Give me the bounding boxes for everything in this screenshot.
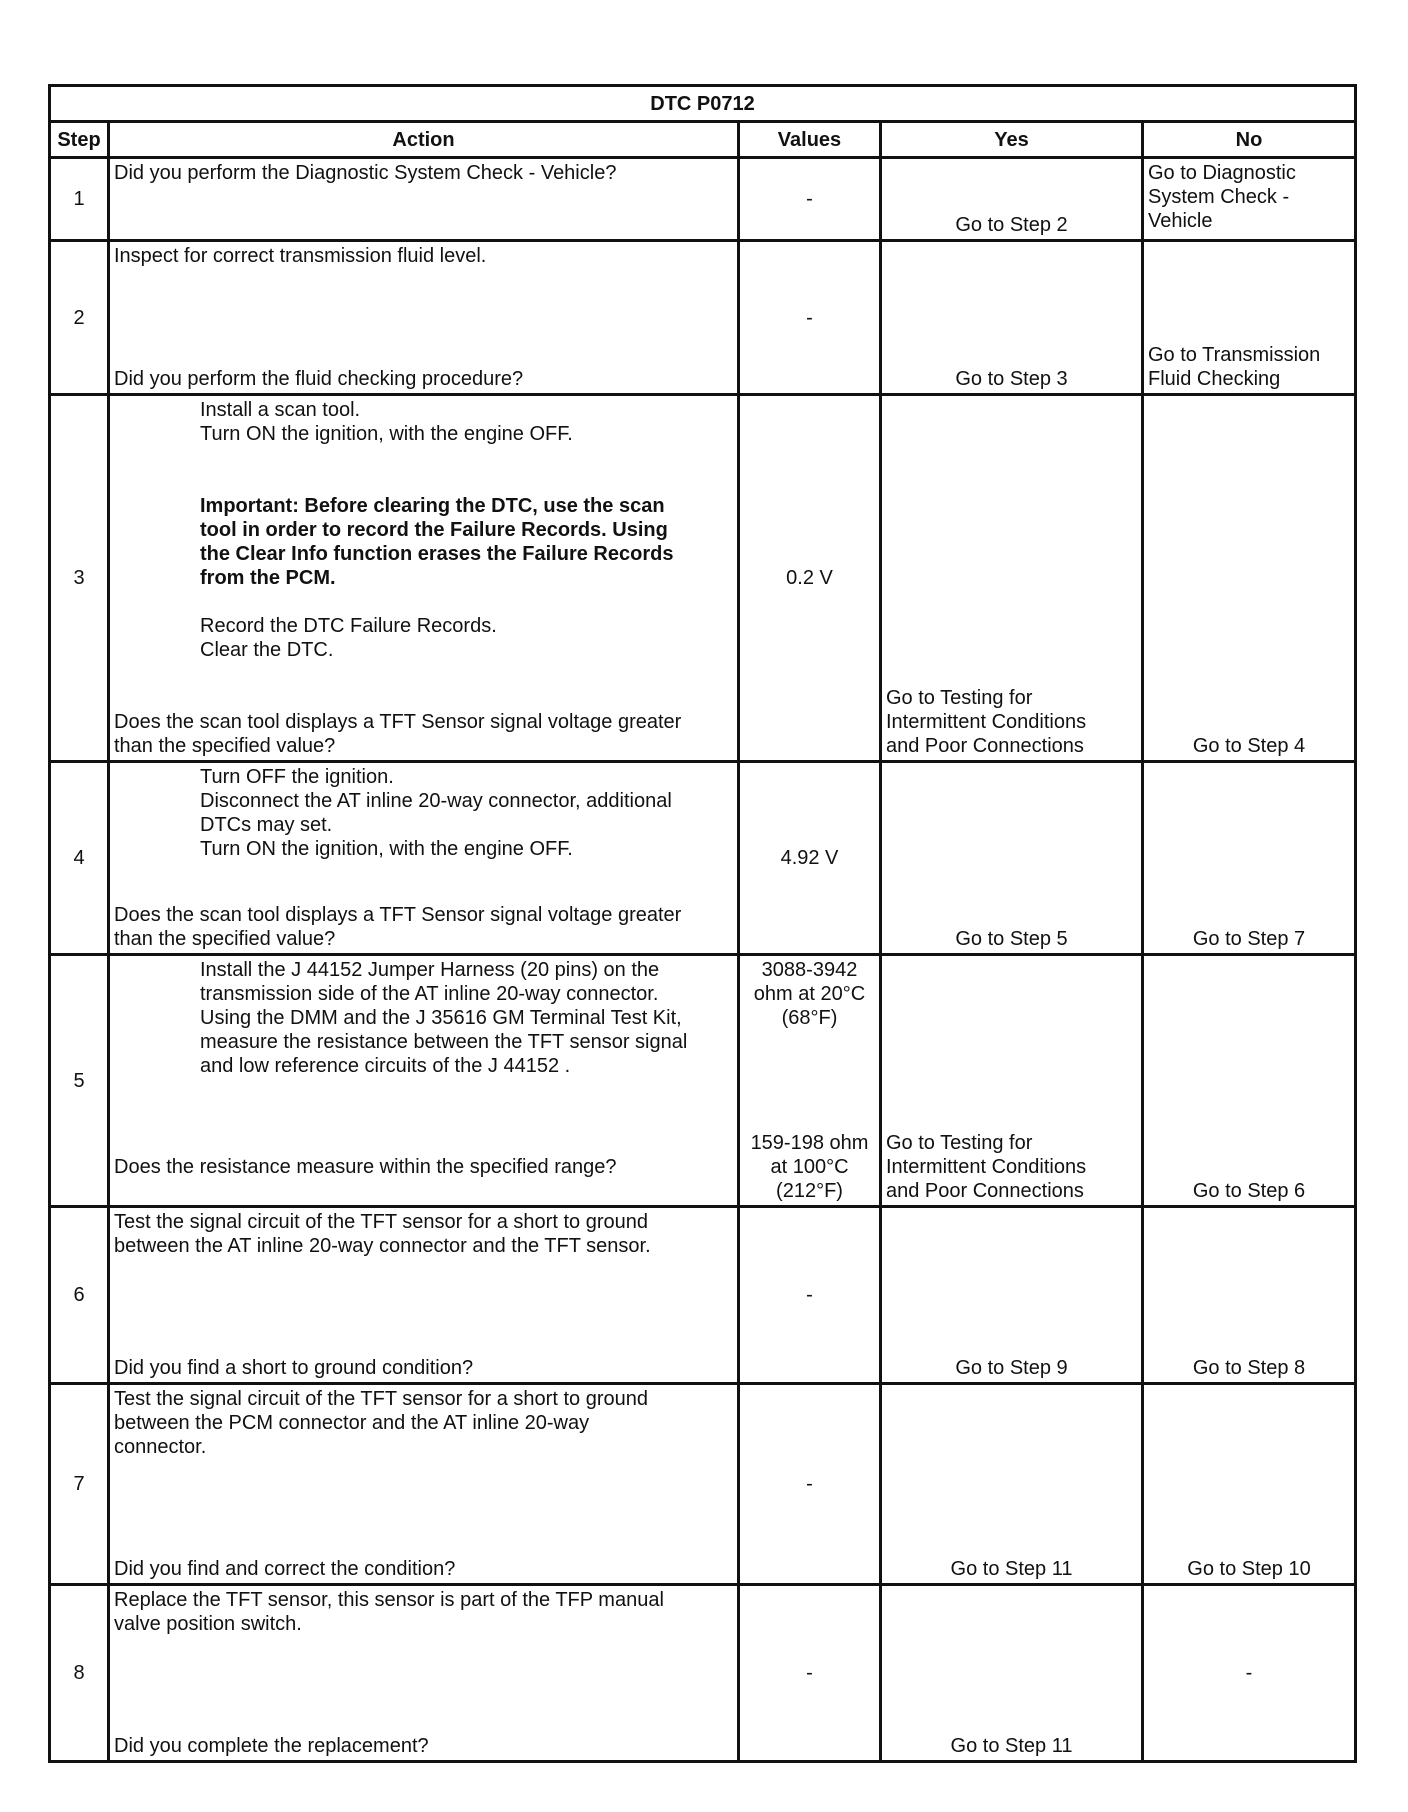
header-no: No (1143, 122, 1356, 158)
step-number: 1 (50, 158, 109, 241)
table-row (50, 955, 1356, 1207)
no-text: Go to Step 8 (1192, 1357, 1306, 1379)
dtc-table (48, 84, 1357, 1763)
yes-text: Go to Testing for Intermittent Conditions and Poor Connections (886, 1132, 1087, 1202)
step-number: 8 (50, 1585, 109, 1762)
step-number: 6 (50, 1207, 109, 1384)
table-row (50, 1585, 1356, 1762)
value-text: - (806, 188, 813, 210)
action-text: Turn OFF the ignition. Disconnect the AT inline 20-way connector, additional DTCs may set. Turn ON the ignition, with the engine OFF. Does the scan tool displays a TFT Sensor signal voltage greater than the specified value? (114, 766, 682, 950)
yes-text: Go to Testing for Intermittent Conditions and Poor Connections (886, 687, 1087, 757)
no-text: Go to Step 4 (1192, 735, 1306, 757)
yes-text: Go to Step 11 (950, 1735, 1073, 1757)
header-yes: Yes (881, 122, 1143, 158)
no-text: Go to Diagnostic System Check - Vehicle (1148, 162, 1296, 232)
action-text: Test the signal circuit of the TFT sensor for a short to ground between the PCM connector and the AT inline 20-way connector. Did you find and correct the condition? (114, 1388, 648, 1580)
table-row (50, 1384, 1356, 1585)
yes-text: Go to Step 9 (955, 1357, 1068, 1379)
value-text: - (806, 1284, 813, 1306)
yes-text: Go to Step 11 (950, 1558, 1073, 1580)
table-title: DTC P0712 (50, 86, 1356, 122)
yes-text: Go to Step 2 (955, 214, 1068, 236)
action-text: Replace the TFT sensor, this sensor is part of the TFP manual valve position switch. Did you complete the replacement? (114, 1589, 664, 1757)
value-text: - (806, 1662, 813, 1684)
no-text: Go to Step 7 (1192, 928, 1306, 950)
action-text: Test the signal circuit of the TFT sensor for a short to ground between the AT inline 20-way connector and the TFT sensor. Did you find a short to ground condition? (114, 1211, 651, 1379)
action-text: Install a scan tool. Turn ON the ignition, with the engine OFF. Important: Before clearing the DTC, use the scan tool in order to record the Failure Records. Using the Clear Info function erases the Failure Records from the PCM. Record the DTC Failure Records. Clear the DTC. Does the scan tool displays a TFT Sensor signal voltage greater than the specified value? (110, 396, 737, 760)
value-text: 3088-3942 ohm at 20°C (68°F) 159-198 ohm at 100°C (212°F) (750, 959, 869, 1202)
no-text: Go to Transmission Fluid Checking (1148, 344, 1321, 390)
action-text: Did you perform the Diagnostic System Check - Vehicle? (114, 162, 617, 184)
table-row (50, 395, 1356, 762)
step-number: 2 (50, 241, 109, 395)
step-number: 3 (50, 395, 109, 762)
action-text: Inspect for correct transmission fluid level. Did you perform the fluid checking procedure? (114, 245, 524, 390)
step-number: 4 (50, 762, 109, 955)
header-row (50, 122, 1356, 158)
no-text: Go to Step 10 (1187, 1558, 1311, 1580)
no-text: - (1245, 1662, 1253, 1684)
value-text: - (806, 306, 813, 329)
table-row (50, 241, 1356, 395)
action-text: Install the J 44152 Jumper Harness (20 pins) on the transmission side of the AT inline 20-way connector. Using the DMM and the J 35616 GM Terminal Test Kit, measure the resistance between the TFT sensor signal and low reference circuits of the J 44152 . Does the resistance measure within the specified range? (114, 959, 688, 1178)
header-values: Values (739, 122, 881, 158)
header-action: Action (109, 122, 739, 158)
step-number: 7 (50, 1384, 109, 1585)
table-row (50, 762, 1356, 955)
value-text: - (806, 1473, 813, 1495)
header-step: Step (50, 122, 109, 158)
no-text: Go to Step 6 (1192, 1180, 1306, 1202)
value-text: 4.92 V (780, 847, 839, 869)
table-row (50, 158, 1356, 241)
step-number: 5 (50, 955, 109, 1207)
value-text: 0.2 V (786, 567, 833, 589)
table-row (50, 1207, 1356, 1384)
important-note: Important: Before clearing the DTC, use the scan tool in order to record the Failure Records. Using the Clear Info function erases the Failure Records from the PCM. (200, 495, 674, 589)
yes-text: Go to Step 5 (955, 928, 1068, 950)
yes-text: Go to Step 3 (955, 368, 1068, 390)
